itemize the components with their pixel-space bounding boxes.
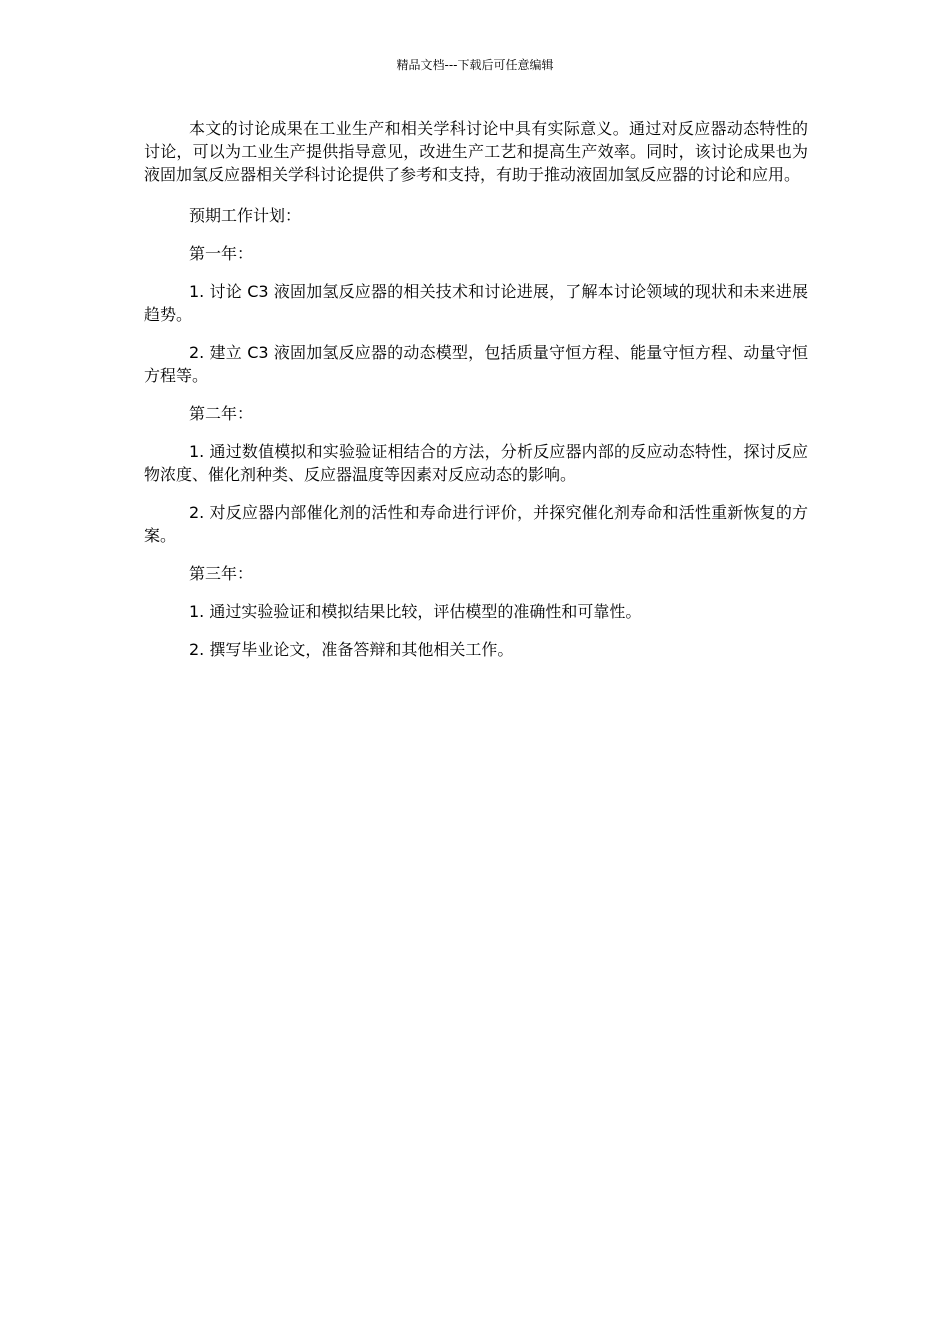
list-item: 1. 通过数值模拟和实验验证相结合的方法，分析反应器内部的反应动态特性，探讨反应物浓度、催化剂种类、反应器温度等因素对反应动态的影响。 [144, 442, 808, 484]
paragraph-significance: 本文的讨论成果在工业生产和相关学科讨论中具有实际意义。通过对反应器动态特性的讨论，可以为工业生产提供指导意见，改进生产工艺和提高生产效率。同时，该讨论成果也为液固加氢反应器相关学科讨论提供了参考和支持，有助于推动液固加氢反应器的讨论和应用。 [144, 119, 808, 184]
heading-work-plan: 预期工作计划： [189, 206, 302, 225]
list-item: 2. 对反应器内部催化剂的活性和寿命进行评价，并探究催化剂寿命和活性重新恢复的方案。 [144, 503, 808, 545]
list-item: 1. 通过实验验证和模拟结果比较，评估模型的准确性和可靠性。 [189, 602, 642, 621]
document-body [144, 117, 808, 676]
list-item: 2. 撰写毕业论文，准备答辩和其他相关工作。 [189, 640, 514, 659]
page-header: 精品文档---下载后可任意编辑 [396, 58, 554, 72]
heading-year-two: 第二年： [189, 404, 254, 423]
list-item: 2. 建立 C3 液固加氢反应器的动态模型，包括质量守恒方程、能量守恒方程、动量守恒方程等。 [144, 343, 808, 385]
heading-year-one: 第一年： [189, 244, 254, 263]
heading-year-three: 第三年： [189, 564, 254, 583]
list-item: 1. 讨论 C3 液固加氢反应器的相关技术和讨论进展，了解本讨论领域的现状和未来进展趋势。 [144, 282, 808, 324]
